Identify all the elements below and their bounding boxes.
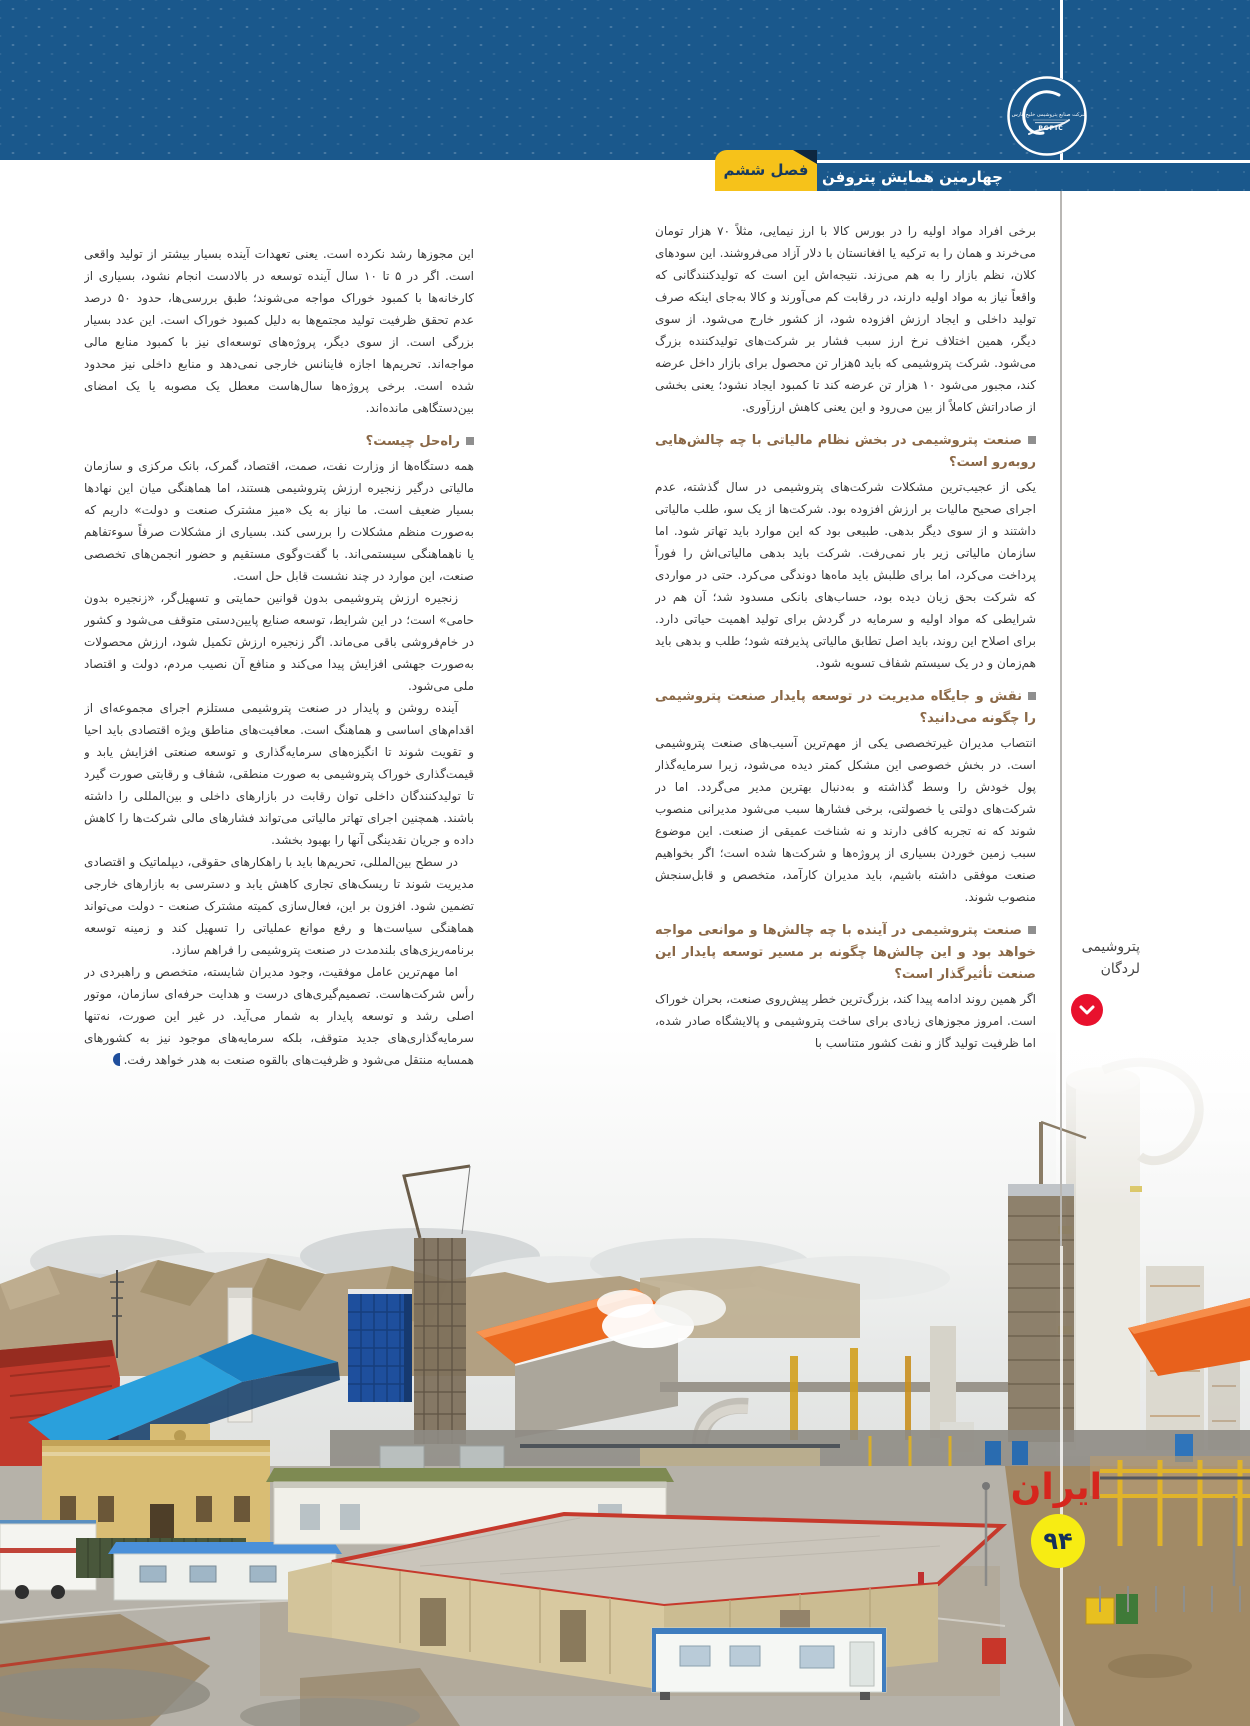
article-end-icon xyxy=(113,1053,120,1066)
section-heading: راه‌حل چیست؟ xyxy=(84,431,474,453)
article-paragraph: اگر همین روند ادامه پیدا کند، بزرگ‌ترین خطر پیش‌روی صنعت، بحران خوراک است. امروز مجوزهای زیادی برای ساخت پتروشیمی و پالایشگاه صادر شده، اما ظرفیت تولید گاز و نفت کشور متناسب با xyxy=(655,992,1036,1050)
article-paragraph: این مجوزها رشد نکرده است. یعنی تعهدات آینده بسیار بیشتر از تولید واقعی است. اگر در ۵ تا ۱۰ سال آینده توسعه در بالادست انجام نشود، بسیاری از کارخانه‌ها با کمبود خوراک مواجه می‌شوند؛ طبق بررسی‌ها، حدود ۵۰ درصد عدم تحقق ظرفیت تولید مجتمع‌ها به دلیل کمبود خوراک است. این عدد بسیار بزرگی است. از سوی دیگر، پروژه‌های توسعه‌ای نیز با کمبود منابع مالی مواجه‌اند. تحریم‌ها اجازه فاینانس خارجی نمی‌دهد و منابع داخلی نیز محدود شده است. برخی پروژه‌ها سال‌هاست معطل یک مصوبه یا یک امضای بین‌دستگاهی مانده‌اند. xyxy=(84,247,474,415)
section-bullet-icon xyxy=(1028,436,1036,444)
photo-caption: پتروشیمی لردگان xyxy=(1081,939,1140,977)
article-paragraph: برخی افراد مواد اولیه را در بورس کالا با ارز نیمایی، مثلاً ۷۰ هزار تومان می‌خرند و همان را به ترکیه یا افغانستان با دلار آزاد می‌فروشند. این سودهای کلان، نظم بازار را به هم می‌زند. نتیجه‌اش این است که تولیدکنندگانی که واقعاً نیاز به مواد اولیه دارند، در رقابت کم می‌آورند و کالا به‌جای اینکه صرف تولید داخلی و ایجاد ارزش افزوده شود، از کشور خارج می‌شود. از سوی دیگر، همین اختلاف نرخ ارز سبب فشار بر شرکت‌های تولیدکننده بزرگ می‌شود. شرکت پتروشیمی که باید ۵هزار تن محصول برای بازار داخل عرضه کند، مجبور می‌شود ۱۰ هزار تن عرضه کند تا کمبود ایجاد نشود؛ یعنی بخشی از صادراتش کاملاً از بین می‌رود و این یعنی کاهش ارزآوری. xyxy=(655,224,1036,414)
newspaper-logo: ایران xyxy=(1010,1467,1102,1508)
section-bullet-icon xyxy=(466,437,474,445)
logo-org-name-fa: شرکت صنایع پتروشیمی خلیج فارس xyxy=(1011,112,1087,118)
section-heading: صنعت پتروشیمی در بخش نظام مالیاتی با چه چالش‌هایی روبه‌رو است؟ xyxy=(655,433,1036,470)
conference-title: چهارمین همایش پتروفن xyxy=(822,168,1003,186)
section-heading: نقش و جایگاه مدیریت در توسعه پایدار صنعت پتروشیمی را چگونه می‌دانید؟ xyxy=(655,689,1036,726)
article-paragraph: زنجیره ارزش پتروشیمی بدون قوانین حمایتی و تسهیل‌گر، «زنجیره بدون حامی» است؛ در این شرایط، توسعه صنایع پایین‌دستی متوقف می‌شود و کشور در خام‌فروشی باقی می‌ماند. اگر زنجیره ارزش تکمیل شود، ارزش محصولات به‌صورت جهشی افزایش پیدا می‌کند و منافع آن نصیب مردم، دولت و اقتصاد ملی می‌شود. xyxy=(84,591,474,693)
portable-cabin xyxy=(652,1628,886,1700)
article-paragraph: همه دستگاه‌ها از وزارت نفت، صمت، اقتصاد، گمرک، بانک مرکزی و سازمان مالیاتی درگیر زنجیره ارزش پتروشیمی هستند، اما هماهنگی میان این نهادها بسیار ضعیف است. ما نیاز به یک «میز مشترک صنعت و دولت» داریم که به‌صورت منظم مشکلات را بررسی کند. بسیاری از مشکلات صرفاً سوءتفاهم یا ناهماهنگی سیستمی‌اند. با گفت‌وگوی مستقیم و حضور انجمن‌های تخصصی صنعت، این موارد در چند نشست قابل حل است. xyxy=(84,459,474,583)
section-heading: صنعت پتروشیمی در آینده با چه چالش‌ها و موانعی مواجه خواهد بود و این چالش‌ها چگونه بر مسیر توسعه پایدار این صنعت تأثیرگذار است؟ xyxy=(655,923,1036,982)
page-number-badge: ۹۴ xyxy=(1031,1514,1085,1568)
logo-org-name-en: PGPIC xyxy=(1038,125,1064,132)
column-divider-line xyxy=(1060,191,1062,1246)
article-paragraph: در سطح بین‌المللی، تحریم‌ها باید با راهکارهای حقوقی، دیپلماتیک و اقتصادی مدیریت شوند تا ریسک‌های تجاری کاهش یابد و دسترسی به بازارهای خارجی تضمین شود. افزون بر این، فعال‌سازی کمیته مشترک صنعت - دولت می‌تواند هماهنگی سیاست‌ها و رفع موانع عملیاتی را تسهیل کند و زمینه توسعه برنامه‌ریزی‌های بلندمدت در صنعت پتروشیمی را فراهم سازد. xyxy=(84,855,474,957)
article-paragraph: انتصاب مدیران غیرتخصصی یکی از مهم‌ترین آسیب‌های صنعت پتروشیمی است. در بخش خصوصی این مشکل کمتر دیده می‌شود، زیرا سرمایه‌گذار پول خودش را وسط گذاشته و به‌دنبال بهترین مدیر می‌گردد. اما در شرکت‌های دولتی یا خصولتی، برخی فشارها سبب می‌شود مدیرانی منصوب شوند که نه تجربه کافی دارند و نه شناخت عمیقی از صنعت. این موضوع سبب زمین خوردن بسیاری از پروژه‌ها و شرکت‌ها شده است؛ اگر بخواهیم صنعت موفقی داشته باشیم، باید مدیران کارآمد، متخصص و قابل‌سنجش منصوب شوند. xyxy=(655,736,1036,904)
article-paragraph: اما مهم‌ترین عامل موفقیت، وجود مدیران شایسته، متخصص و راهبردی در رأس شرکت‌هاست. تصمیم‌گیری‌های درست و هدایت حرفه‌ای سازمان، موتور اصلی رشد و توسعه پایدار به شمار می‌آید. در غیر این صورت، نه‌تنها سرمایه‌گذاری‌های جدید متوقف، بلکه سرمایه‌های موجود نیز به کشورهای همسایه منتقل می‌شود و ظرفیت‌های بالقوه صنعت به هدر خواهد رفت. xyxy=(84,965,474,1067)
chapter-tab-fold xyxy=(793,150,817,164)
article-paragraph: آینده روشن و پایدار در صنعت پتروشیمی مستلزم اجرای مجموعه‌ای از اقدام‌های اساسی و هماهنگ است. معافیت‌های مناطق ویژه اقتصادی باید احیا و تقویت شوند تا انگیزه‌های سرمایه‌گذاری و توسعه صنعتی افزایش یابد و قیمت‌گذاری خوراک پتروشیمی به صورت منطقی، شفاف و رقابتی صورت گیرد تا تولیدکنندگان داخلی توان رقابت در بازارهای داخلی و بین‌المللی را داشته باشند. همچنین اجرای تهاتر مالیاتی می‌تواند فشارهای مالی شرکت‌ها را کاهش داده و جریان نقدینگی آنها را بهبود بخشد. xyxy=(84,701,474,847)
section-bullet-icon xyxy=(1028,692,1036,700)
article-paragraph: یکی از عجیب‌ترین مشکلات شرکت‌های پتروشیمی در سال گذشته، عدم اجرای صحیح مالیات بر ارزش افزوده بود. شرکت‌ها از یک سو، طلب مالیاتی داشتند و از سوی دیگر بدهی. طبیعی بود که این موارد باید تهاتر شود. اما سازمان مالیاتی زیر بار نمی‌رفت. شرکت باید بدهی مالیاتی‌اش را فوراً پرداخت می‌کرد، اما برای طلبش باید ماه‌ها دوندگی می‌کرد. حتی در مواردی که شرکت بحق زیان دیده بود، حساب‌های بانکی مسدود شد؛ آن هم در شرایطی که مواد اولیه و سرمایه در گردش برای تولید اهمیت حیاتی دارد. برای اصلاح این روند، باید اصل تطابق مالیاتی پذیرفته شود؛ طلب و بدهی باید هم‌زمان و در یک سیستم شفاف تسویه شود. xyxy=(655,480,1036,670)
section-bullet-icon xyxy=(1028,926,1036,934)
distillation-columns xyxy=(1056,1026,1250,1456)
pgpic-logo xyxy=(1005,74,1089,158)
article-column-left xyxy=(84,243,474,1251)
chevron-down-icon xyxy=(1071,994,1103,1026)
article-column-right xyxy=(655,220,1036,1266)
chapter-tab-label: فصل ششم xyxy=(723,161,809,179)
